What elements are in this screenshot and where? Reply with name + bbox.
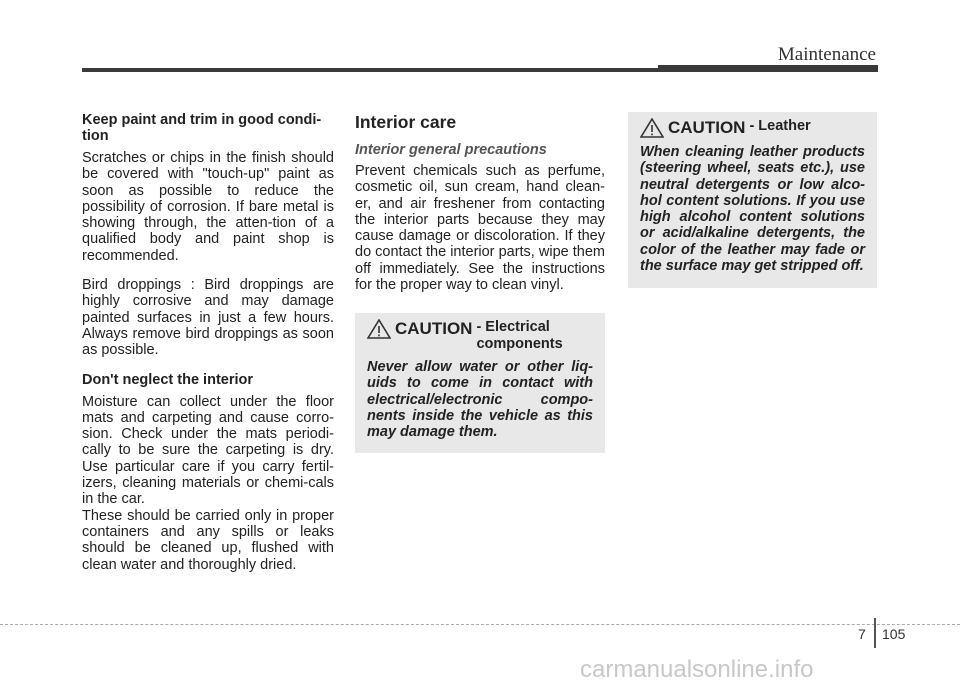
- caution-subject: - Leather: [749, 118, 811, 134]
- paragraph-moisture: Moisture can collect under the floor mats and carpeting and cause corro-sion. Check under the mats periodi-cally to be sure the carpeting is dry. Use particular care if you carry fertil-izers, cleaning materials or chemi-cals in the car.: [82, 393, 334, 508]
- paragraph-containers: These should be carried only in proper containers and any spills or leaks should be cleaned up, flushed with clean water and thoroughly dried.: [82, 507, 334, 573]
- caution-header: [640, 118, 865, 138]
- section-subtitle-precautions: Interior general precautions: [355, 142, 547, 158]
- caution-subject: - Electrical components: [476, 319, 563, 352]
- caution-text: When cleaning leather products (steering wheel, seats etc.), use neutral detergents or low alco-hol content solutions. If you use high alcohol content solutions or acid/alkaline detergents, the color of the leather may fade or the surface may get stripped off.: [640, 144, 865, 275]
- caution-label: CAUTION: [668, 118, 746, 137]
- caution-box-electrical: [355, 313, 605, 453]
- heading-paint-trim: Keep paint and trim in good condi- tion: [82, 112, 322, 144]
- section-title-interior-care: Interior care: [355, 112, 457, 132]
- warning-triangle-icon: [367, 319, 391, 339]
- caution-box-leather: [628, 112, 877, 288]
- paragraph-bird-droppings: Bird droppings : Bird droppings are highly corrosive and may damage painted surfaces in just a few hours. Always remove bird droppings as soon as possible.: [82, 277, 334, 359]
- middle-column: [355, 112, 605, 306]
- chapter-number: 7: [858, 626, 866, 642]
- caution-text: Never allow water or other liq-uids to come in contact with electrical/electronic compo-nents inside the vehicle as this may damage them.: [367, 359, 593, 441]
- paragraph-chemicals: Prevent chemicals such as perfume, cosmetic oil, sun cream, hand clean-er, and air freshener from contacting the interior parts because they may cause damage or discoloration. If they do contact the interior parts, wipe them off immediately. See the instructions for the proper way to clean vinyl.: [355, 163, 605, 294]
- page-number: 105: [882, 626, 906, 642]
- caution-header: [367, 319, 593, 353]
- header-title: Maintenance: [777, 44, 876, 65]
- paragraph-scratches: Scratches or chips in the finish should be covered with "touch-up" paint as soon as possible to reduce the possibility of corrosion. If bare metal is showing through, the atten-tion of a qualified body and paint shop is recommended.: [82, 150, 334, 264]
- warning-triangle-icon: [640, 118, 664, 138]
- heading-interior: Don't neglect the interior: [82, 371, 254, 388]
- caution-label: CAUTION: [395, 319, 473, 338]
- watermark: carmanualsonline.info: [580, 656, 814, 683]
- header-rule-accent: [658, 65, 878, 72]
- footer-rule: [0, 624, 960, 625]
- left-column: [82, 112, 334, 573]
- footer-separator: [874, 618, 876, 648]
